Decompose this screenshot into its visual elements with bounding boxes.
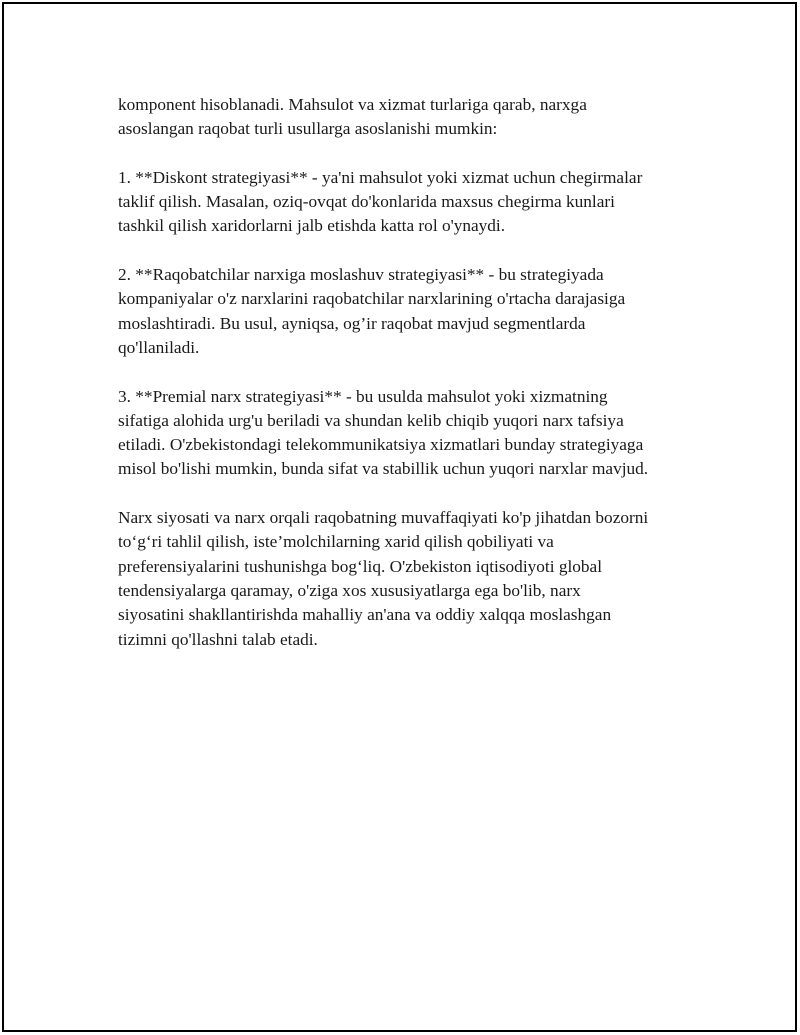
paragraph-discount-strategy	[118, 166, 698, 239]
text-line: qo'llaniladi.	[118, 337, 200, 357]
text-line: kompaniyalar o'z narxlarini raqobatchilar narxlarining o'rtacha darajasiga	[118, 289, 626, 309]
document-body	[118, 93, 698, 676]
paragraph-competitor-strategy	[118, 263, 698, 360]
paragraph-intro	[118, 93, 698, 142]
text-line: 2. **Raqobatchilar narxiga moslashuv strategiyasi** - bu strategiyada	[118, 265, 604, 285]
text-line: komponent hisoblanadi. Mahsulot va xizmat turlariga qarab, narxga	[118, 95, 587, 114]
text-line: moslashtiradi. Bu usul, ayniqsa, og’ir raqobat mavjud segmentlarda	[118, 313, 586, 333]
text-line: taklif qilish. Masalan, oziq-ovqat do'konlarida maxsus chegirma kunlari	[118, 192, 615, 212]
text-line: misol bo'lishi mumkin, bunda sifat va stabillik uchun yuqori narxlar mavjud.	[118, 459, 649, 479]
text-line: tendensiyalarga qaramay, o'ziga xos xususiyatlarga ega bo'lib, narx	[118, 580, 581, 600]
text-line: asoslangan raqobat turli usullarga asoslanishi mumkin:	[118, 119, 498, 139]
text-line: preferensiyalarini tushunishga bog‘liq. O'zbekiston iqtisodiyoti global	[118, 556, 603, 576]
text-line: siyosatini shakllantirishda mahalliy an'ana va oddiy xalqqa moslashgan	[118, 605, 612, 625]
text-line: etiladi. O'zbekistondagi telekommunikatsiya xizmatlari bunday strategiyaga	[118, 435, 644, 455]
text-line: sifatiga alohida urg'u beriladi va shundan kelib chiqib yuqori narx tafsiya	[118, 410, 624, 430]
paragraph-conclusion	[118, 506, 698, 652]
text-line: tizimni qo'llashni talab etadi.	[118, 629, 318, 649]
text-line: 1. **Diskont strategiyasi** - ya'ni mahsulot yoki xizmat uchun chegirmalar	[118, 167, 643, 187]
text-line: 3. **Premial narx strategiyasi** - bu usulda mahsulot yoki xizmatning	[118, 386, 608, 406]
text-line: Narx siyosati va narx orqali raqobatning muvaffaqiyati ko'p jihatdan bozorni	[118, 508, 649, 528]
paragraph-premium-strategy	[118, 385, 698, 482]
text-line: tashkil qilish xaridorlarni jalb etishda katta rol o'ynaydi.	[118, 216, 506, 236]
text-line: to‘g‘ri tahlil qilish, iste’molchilarning xarid qilish qobiliyati va	[118, 532, 554, 552]
